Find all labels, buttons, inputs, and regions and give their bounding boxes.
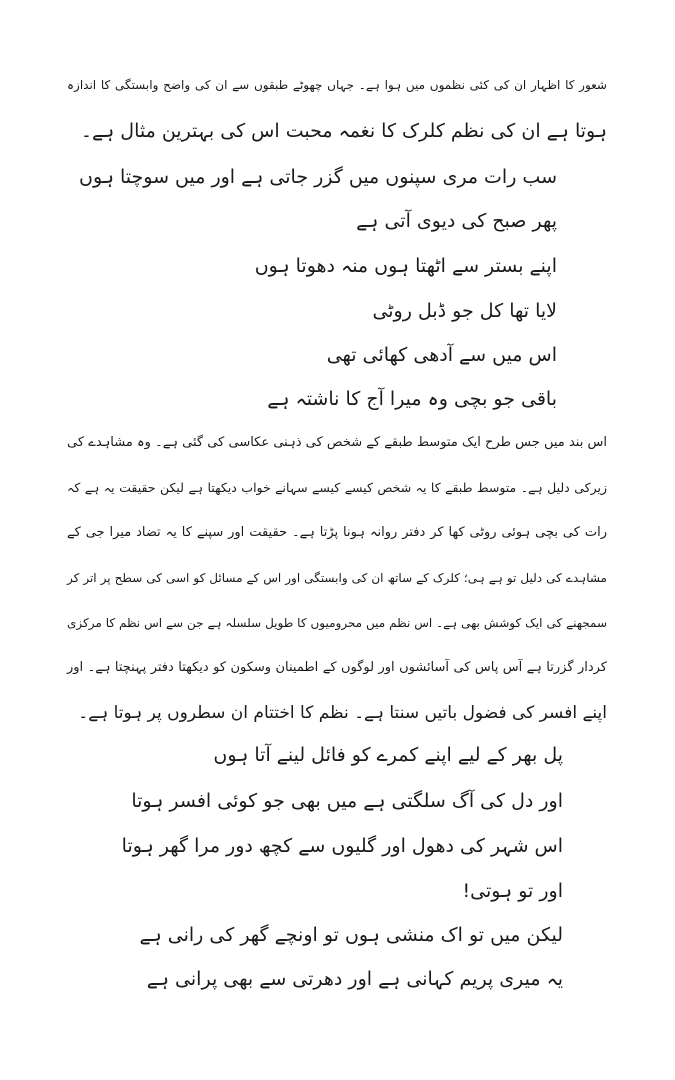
- paragraph-2-line-4: مشاہدے کی دلیل تو ہے ہی؛ کلرک کے ساتھ ان کی وابستگی اور اس کے مسائل کو اسی کی سطح پر اتر کر: [67, 571, 607, 585]
- poem-1-line-3: اپنے بستر سے اٹھتا ہوں منہ دھوتا ہوں: [254, 255, 557, 277]
- paragraph-2-line-5: سمجھنے کی ایک کوشش بھی ہے۔ اس نظم میں محرومیوں کا طویل سلسلہ ہے جن سے اس نظم کا مرکزی: [67, 616, 607, 630]
- poem-2-line-1: پل بھر کے لیے اپنے کمرے کو فائل لینے آتا ہوں: [213, 744, 563, 766]
- paragraph-2-line-7: اپنے افسر کی فضول باتیں سنتا ہے۔ نظم کا اختتام ان سطروں پر ہوتا ہے۔: [78, 703, 607, 723]
- poem-1-line-4: لایا تھا کل جو ڈبل روٹی: [372, 300, 557, 322]
- poem-2-line-5: لیکن میں تو اک منشی ہوں تو اونچے گھر کی رانی ہے: [139, 924, 563, 946]
- paragraph-2-line-2: زیرکی دلیل ہے۔ متوسط طبقے کا یہ شخص کیسے کیسے سہانے خواب دیکھتا ہے لیکن حقیقت یہ ہے کہ: [67, 480, 607, 495]
- poem-1-line-6: باقی جو بچی وہ میرا آج کا ناشتہ ہے: [267, 388, 557, 410]
- paragraph-1-line-2: ہوتا ہے ان کی نظم کلرک کا نغمہ محبت اس کی بہترین مثال ہے۔: [80, 120, 607, 142]
- poem-1-line-2: پھر صبح کی دیوی آتی ہے: [356, 210, 557, 232]
- paragraph-2-line-1: اس بند میں جس طرح ایک متوسط طبقے کے شخص کی ذہنی عکاسی کی گئی ہے۔ وہ مشاہدے کی: [67, 435, 607, 450]
- poem-1-line-5: اس میں سے آدھی کھائی تھی: [326, 344, 557, 366]
- poem-2-line-2: اور دل کی آگ سلگتی ہے میں بھی جو کوئی افسر ہوتا: [131, 790, 563, 812]
- paragraph-1-line-1: شعور کا اظہار ان کی کئی نظموں میں ہوا ہے۔ جہاں چھوٹے طبقوں سے ان کی واضح وابستگی کا اندازہ: [67, 78, 607, 92]
- poem-2-line-4: اور تو ہوتی!: [462, 880, 563, 902]
- poem-1-line-1: سب رات مری سپنوں میں گزر جاتی ہے اور میں سوچتا ہوں: [79, 166, 557, 188]
- paragraph-2-line-6: کردار گزرتا ہے آس پاس کی آسائشوں اور لوگوں کے اطمینان وسکون کو دیکھتا دفتر پہنچتا ہے۔ اور: [67, 660, 607, 675]
- poem-2-line-3: اس شہر کی دھول اور گلیوں سے کچھ دور مرا گھر ہوتا: [121, 835, 563, 857]
- paragraph-2-line-3: رات کی بچی ہوئی روٹی کھا کر دفتر روانہ ہونا پڑتا ہے۔ حقیقت اور سپنے کا یہ تضاد میرا جی کے: [67, 525, 607, 540]
- poem-2-line-6: یہ میری پریم کہانی ہے اور دھرتی سے بھی پرانی ہے: [146, 968, 563, 990]
